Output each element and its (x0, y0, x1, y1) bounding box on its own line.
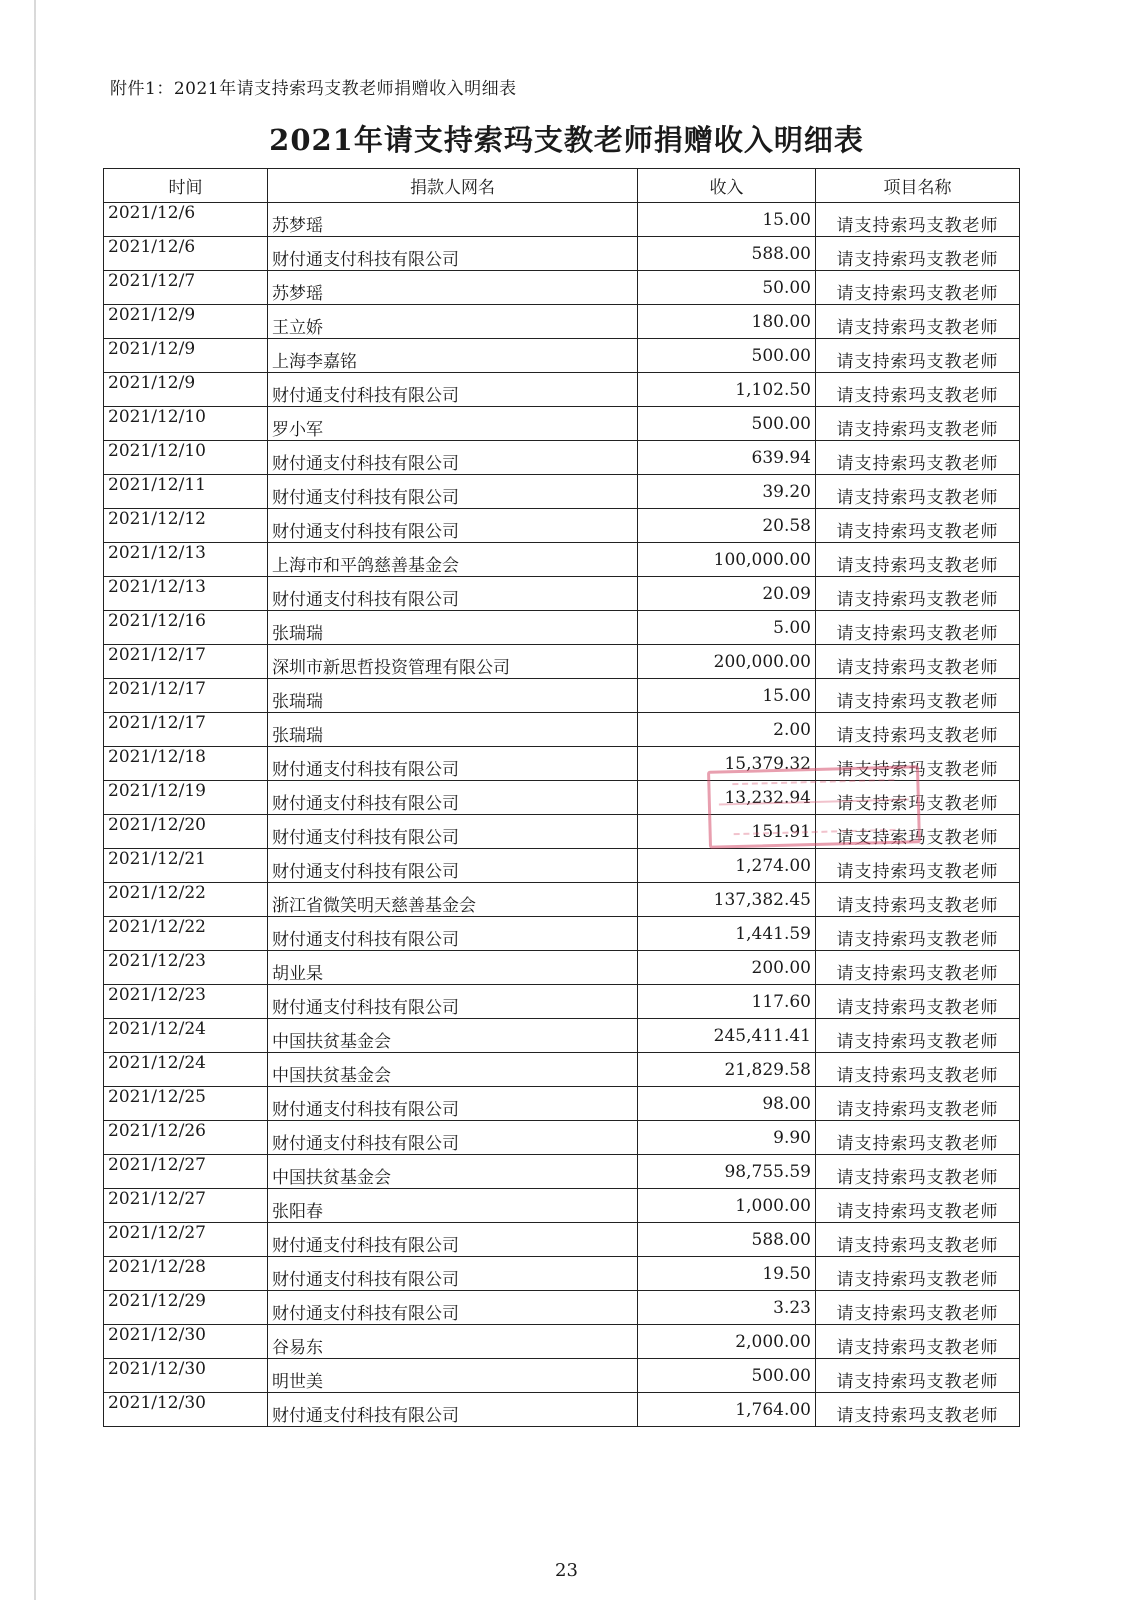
cell-amount: 9.90 (638, 1121, 816, 1155)
cell-amount: 1,274.00 (638, 849, 816, 883)
cell-amount: 117.60 (638, 985, 816, 1019)
cell-date: 2021/12/30 (104, 1359, 268, 1393)
cell-date: 2021/12/28 (104, 1257, 268, 1291)
donation-table (103, 168, 1020, 1427)
cell-project: 请支持索玛支教老师 (816, 407, 1020, 441)
table-row (104, 747, 1020, 781)
cell-date: 2021/12/24 (104, 1019, 268, 1053)
cell-project: 请支持索玛支教老师 (816, 271, 1020, 305)
cell-donor: 财付通支付科技有限公司 (268, 237, 638, 271)
table-row (104, 1087, 1020, 1121)
cell-donor: 中国扶贫基金会 (268, 1053, 638, 1087)
scan-edge (34, 0, 36, 1600)
table-row (104, 1189, 1020, 1223)
cell-project: 请支持索玛支教老师 (816, 339, 1020, 373)
cell-project: 请支持索玛支教老师 (816, 1189, 1020, 1223)
cell-date: 2021/12/27 (104, 1189, 268, 1223)
cell-amount: 5.00 (638, 611, 816, 645)
cell-project: 请支持索玛支教老师 (816, 781, 1020, 815)
cell-amount: 151.91 (638, 815, 816, 849)
cell-date: 2021/12/27 (104, 1155, 268, 1189)
cell-project: 请支持索玛支教老师 (816, 985, 1020, 1019)
cell-project: 请支持索玛支教老师 (816, 1087, 1020, 1121)
cell-date: 2021/12/13 (104, 577, 268, 611)
cell-donor: 财付通支付科技有限公司 (268, 509, 638, 543)
cell-amount: 1,102.50 (638, 373, 816, 407)
table-row (104, 849, 1020, 883)
cell-date: 2021/12/26 (104, 1121, 268, 1155)
table-row (104, 475, 1020, 509)
cell-project: 请支持索玛支教老师 (816, 815, 1020, 849)
cell-project: 请支持索玛支教老师 (816, 747, 1020, 781)
cell-amount: 3.23 (638, 1291, 816, 1325)
cell-amount: 180.00 (638, 305, 816, 339)
cell-amount: 137,382.45 (638, 883, 816, 917)
cell-amount: 588.00 (638, 1223, 816, 1257)
cell-date: 2021/12/10 (104, 407, 268, 441)
table-header-row (104, 169, 1020, 203)
cell-donor: 胡业杲 (268, 951, 638, 985)
cell-amount: 100,000.00 (638, 543, 816, 577)
cell-amount: 98,755.59 (638, 1155, 816, 1189)
cell-project: 请支持索玛支教老师 (816, 1359, 1020, 1393)
table-row (104, 1291, 1020, 1325)
cell-date: 2021/12/19 (104, 781, 268, 815)
cell-amount: 1,000.00 (638, 1189, 816, 1223)
cell-donor: 财付通支付科技有限公司 (268, 815, 638, 849)
cell-donor: 财付通支付科技有限公司 (268, 1121, 638, 1155)
cell-date: 2021/12/9 (104, 339, 268, 373)
cell-amount: 19.50 (638, 1257, 816, 1291)
table-row (104, 237, 1020, 271)
cell-project: 请支持索玛支教老师 (816, 203, 1020, 237)
table-row (104, 985, 1020, 1019)
header-date: 时间 (104, 169, 268, 203)
cell-donor: 财付通支付科技有限公司 (268, 849, 638, 883)
cell-project: 请支持索玛支教老师 (816, 645, 1020, 679)
cell-donor: 财付通支付科技有限公司 (268, 577, 638, 611)
table-row (104, 305, 1020, 339)
cell-donor: 张瑞瑞 (268, 679, 638, 713)
page-number: 23 (555, 1560, 578, 1581)
table-row (104, 1325, 1020, 1359)
cell-date: 2021/12/25 (104, 1087, 268, 1121)
table-row (104, 611, 1020, 645)
cell-project: 请支持索玛支教老师 (816, 951, 1020, 985)
table-row (104, 1223, 1020, 1257)
table-row (104, 373, 1020, 407)
cell-amount: 15,379.32 (638, 747, 816, 781)
cell-project: 请支持索玛支教老师 (816, 305, 1020, 339)
cell-donor: 张瑞瑞 (268, 713, 638, 747)
cell-date: 2021/12/20 (104, 815, 268, 849)
cell-project: 请支持索玛支教老师 (816, 713, 1020, 747)
cell-project: 请支持索玛支教老师 (816, 1053, 1020, 1087)
cell-project: 请支持索玛支教老师 (816, 509, 1020, 543)
header-donor: 捐款人网名 (268, 169, 638, 203)
table-row (104, 883, 1020, 917)
page-title: 2021年请支持索玛支教老师捐赠收入明细表 (269, 123, 864, 157)
table-row (104, 645, 1020, 679)
cell-date: 2021/12/18 (104, 747, 268, 781)
cell-date: 2021/12/9 (104, 373, 268, 407)
table-row (104, 1155, 1020, 1189)
cell-donor: 财付通支付科技有限公司 (268, 1393, 638, 1427)
cell-project: 请支持索玛支教老师 (816, 883, 1020, 917)
cell-amount: 200,000.00 (638, 645, 816, 679)
cell-date: 2021/12/29 (104, 1291, 268, 1325)
table-row (104, 1121, 1020, 1155)
header-project: 项目名称 (816, 169, 1020, 203)
cell-date: 2021/12/23 (104, 951, 268, 985)
cell-amount: 500.00 (638, 339, 816, 373)
cell-amount: 639.94 (638, 441, 816, 475)
table-row (104, 951, 1020, 985)
cell-amount: 21,829.58 (638, 1053, 816, 1087)
cell-donor: 财付通支付科技有限公司 (268, 1087, 638, 1121)
cell-date: 2021/12/30 (104, 1325, 268, 1359)
cell-amount: 98.00 (638, 1087, 816, 1121)
cell-date: 2021/12/27 (104, 1223, 268, 1257)
table-row (104, 781, 1020, 815)
cell-donor: 深圳市新思哲投资管理有限公司 (268, 645, 638, 679)
cell-project: 请支持索玛支教老师 (816, 373, 1020, 407)
table-row (104, 407, 1020, 441)
cell-amount: 2,000.00 (638, 1325, 816, 1359)
table-row (104, 917, 1020, 951)
cell-donor: 财付通支付科技有限公司 (268, 747, 638, 781)
cell-donor: 张瑞瑞 (268, 611, 638, 645)
cell-date: 2021/12/23 (104, 985, 268, 1019)
cell-date: 2021/12/11 (104, 475, 268, 509)
cell-donor: 上海市和平鸽慈善基金会 (268, 543, 638, 577)
cell-project: 请支持索玛支教老师 (816, 679, 1020, 713)
cell-amount: 39.20 (638, 475, 816, 509)
cell-amount: 245,411.41 (638, 1019, 816, 1053)
cell-donor: 苏梦瑶 (268, 271, 638, 305)
table-row (104, 339, 1020, 373)
cell-donor: 罗小军 (268, 407, 638, 441)
cell-donor: 浙江省微笑明天慈善基金会 (268, 883, 638, 917)
cell-amount: 500.00 (638, 407, 816, 441)
cell-donor: 财付通支付科技有限公司 (268, 475, 638, 509)
cell-date: 2021/12/10 (104, 441, 268, 475)
cell-project: 请支持索玛支教老师 (816, 543, 1020, 577)
cell-date: 2021/12/24 (104, 1053, 268, 1087)
cell-donor: 财付通支付科技有限公司 (268, 1257, 638, 1291)
cell-date: 2021/12/30 (104, 1393, 268, 1427)
table-row (104, 441, 1020, 475)
cell-date: 2021/12/17 (104, 713, 268, 747)
cell-date: 2021/12/17 (104, 679, 268, 713)
cell-project: 请支持索玛支教老师 (816, 1325, 1020, 1359)
cell-date: 2021/12/13 (104, 543, 268, 577)
cell-date: 2021/12/6 (104, 237, 268, 271)
cell-amount: 15.00 (638, 203, 816, 237)
table-row (104, 1393, 1020, 1427)
cell-date: 2021/12/17 (104, 645, 268, 679)
cell-project: 请支持索玛支教老师 (816, 1223, 1020, 1257)
cell-project: 请支持索玛支教老师 (816, 237, 1020, 271)
cell-project: 请支持索玛支教老师 (816, 475, 1020, 509)
cell-amount: 588.00 (638, 237, 816, 271)
cell-amount: 20.09 (638, 577, 816, 611)
table-row (104, 713, 1020, 747)
cell-date: 2021/12/6 (104, 203, 268, 237)
cell-donor: 财付通支付科技有限公司 (268, 373, 638, 407)
table-body (104, 203, 1020, 1427)
cell-amount: 15.00 (638, 679, 816, 713)
cell-donor: 财付通支付科技有限公司 (268, 441, 638, 475)
table-row (104, 815, 1020, 849)
cell-project: 请支持索玛支教老师 (816, 849, 1020, 883)
cell-date: 2021/12/22 (104, 883, 268, 917)
attachment-line: 附件1：2021年请支持索玛支教老师捐赠收入明细表 (110, 79, 517, 99)
cell-donor: 王立娇 (268, 305, 638, 339)
cell-date: 2021/12/7 (104, 271, 268, 305)
cell-amount: 20.58 (638, 509, 816, 543)
cell-amount: 500.00 (638, 1359, 816, 1393)
cell-project: 请支持索玛支教老师 (816, 1155, 1020, 1189)
cell-donor: 苏梦瑶 (268, 203, 638, 237)
cell-amount: 50.00 (638, 271, 816, 305)
cell-amount: 1,764.00 (638, 1393, 816, 1427)
table-row (104, 1257, 1020, 1291)
table-row (104, 1359, 1020, 1393)
table-row (104, 203, 1020, 237)
cell-project: 请支持索玛支教老师 (816, 441, 1020, 475)
cell-amount: 1,441.59 (638, 917, 816, 951)
cell-date: 2021/12/21 (104, 849, 268, 883)
cell-donor: 中国扶贫基金会 (268, 1019, 638, 1053)
cell-donor: 中国扶贫基金会 (268, 1155, 638, 1189)
table-row (104, 1053, 1020, 1087)
table-row (104, 577, 1020, 611)
cell-project: 请支持索玛支教老师 (816, 1019, 1020, 1053)
cell-donor: 财付通支付科技有限公司 (268, 1291, 638, 1325)
cell-project: 请支持索玛支教老师 (816, 1121, 1020, 1155)
cell-date: 2021/12/16 (104, 611, 268, 645)
cell-donor: 财付通支付科技有限公司 (268, 985, 638, 1019)
cell-project: 请支持索玛支教老师 (816, 577, 1020, 611)
cell-project: 请支持索玛支教老师 (816, 1291, 1020, 1325)
cell-donor: 明世美 (268, 1359, 638, 1393)
table-row (104, 271, 1020, 305)
cell-donor: 财付通支付科技有限公司 (268, 917, 638, 951)
cell-donor: 财付通支付科技有限公司 (268, 1223, 638, 1257)
cell-date: 2021/12/9 (104, 305, 268, 339)
cell-project: 请支持索玛支教老师 (816, 1393, 1020, 1427)
cell-donor: 张阳春 (268, 1189, 638, 1223)
table-row (104, 1019, 1020, 1053)
cell-donor: 财付通支付科技有限公司 (268, 781, 638, 815)
cell-amount: 2.00 (638, 713, 816, 747)
cell-project: 请支持索玛支教老师 (816, 611, 1020, 645)
table-row (104, 679, 1020, 713)
cell-amount: 13,232.94 (638, 781, 816, 815)
table-row (104, 543, 1020, 577)
header-amount: 收入 (638, 169, 816, 203)
cell-date: 2021/12/12 (104, 509, 268, 543)
cell-donor: 谷易东 (268, 1325, 638, 1359)
cell-project: 请支持索玛支教老师 (816, 1257, 1020, 1291)
table-row (104, 509, 1020, 543)
cell-project: 请支持索玛支教老师 (816, 917, 1020, 951)
cell-amount: 200.00 (638, 951, 816, 985)
cell-date: 2021/12/22 (104, 917, 268, 951)
cell-donor: 上海李嘉铭 (268, 339, 638, 373)
